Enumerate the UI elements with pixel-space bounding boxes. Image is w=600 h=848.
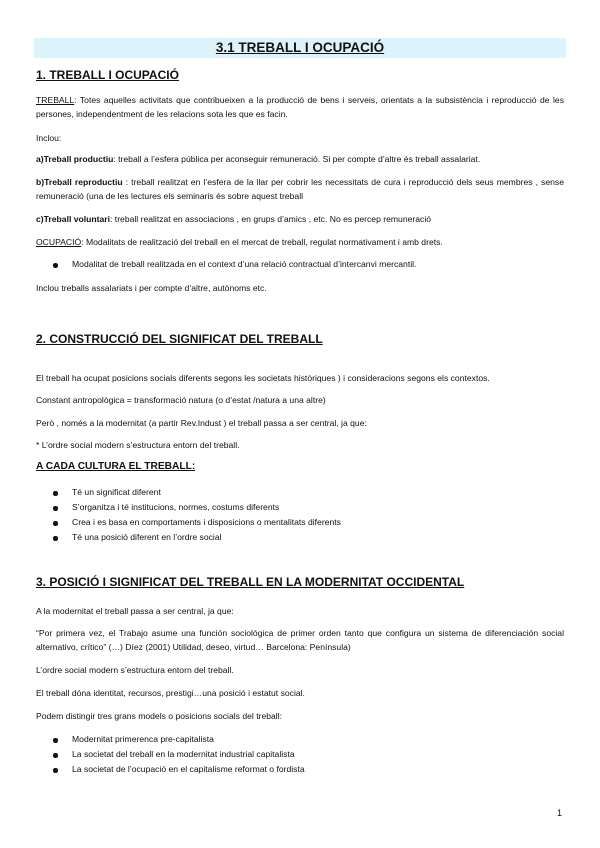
section-2-p1: El treball ha ocupat posicions socials diferents segons les societats històriques ) i consideracions segons els contextos. bbox=[36, 373, 490, 383]
section-3-p2: L’ordre social modern s’estructura entorn del treball. bbox=[36, 665, 234, 675]
section-2-bullet: Crea i es basa en comportaments i disposicions o mentalitats diferents bbox=[72, 517, 341, 527]
section-2-bullet: S’organitza i té institucions, normes, costums diferents bbox=[72, 502, 280, 512]
bullet-dot bbox=[53, 506, 58, 511]
section-2-subheading: A CADA CULTURA EL TREBALL: bbox=[36, 461, 196, 472]
item-a bbox=[36, 152, 564, 166]
page-number: 1 bbox=[557, 808, 563, 818]
page-title: 3.1 TREBALL I OCUPACIÓ bbox=[34, 38, 566, 58]
treball-def-text: : Totes aquelles activitats que contribueixen a la producció de bens i serveis, orientats a la subsistència i reproducció de les persones, independentment de les relacions sota les que es facin. bbox=[36, 95, 564, 119]
ocupacio-term: OCUPACIÓ bbox=[36, 237, 82, 247]
item-c bbox=[36, 212, 564, 226]
ocupacio-definition bbox=[36, 235, 564, 249]
bullet-dot bbox=[53, 753, 58, 758]
bullet-dot bbox=[53, 536, 58, 541]
bullet-dot bbox=[53, 521, 58, 526]
treball-term: TREBALL bbox=[36, 95, 75, 105]
item-b-term: b)Treball reproductiu bbox=[36, 177, 123, 187]
item-a-term: a)Treball productiu bbox=[36, 154, 114, 164]
section-2-p4: * L’ordre social modern s’estructura entorn del treball. bbox=[36, 440, 240, 450]
bullet-dot bbox=[53, 768, 58, 773]
bullet-dot bbox=[53, 491, 58, 496]
section-1-bullet: Modalitat de treball realitzada en el context d’una relació contractual d’intercanvi mercantil. bbox=[72, 259, 417, 269]
section-1-closing: Inclou treballs assalariats i per compte d’altre, autònoms etc. bbox=[36, 283, 267, 293]
section-3-bullet: La societat del treball en la modernitat industrial capitalista bbox=[72, 749, 295, 759]
section-3-bullet: Modernitat primerenca pre-capitalista bbox=[72, 734, 214, 744]
section-3-p4: Podem distingir tres grans models o posicions socials del treball: bbox=[36, 711, 282, 721]
bullet-dot bbox=[53, 738, 58, 743]
item-c-term: c)Treball voluntari bbox=[36, 214, 111, 224]
section-1-heading: 1. TREBALL I OCUPACIÓ bbox=[36, 68, 179, 82]
section-2-heading: 2. CONSTRUCCIÓ DEL SIGNIFICAT DEL TREBALL bbox=[36, 332, 323, 346]
section-3-p3: El treball dóna identitat, recursos, prestigi…una posició i estatut social. bbox=[36, 688, 305, 698]
section-2-bullet: Té una posició diferent en l’ordre social bbox=[72, 532, 222, 542]
item-a-text: : treball a l’esfera pública per aconseguir remuneració. Si per compte d’altre és treball assalariat. bbox=[113, 154, 481, 164]
treball-definition bbox=[36, 93, 564, 121]
bullet-dot bbox=[53, 263, 58, 268]
inclou-label: Inclou: bbox=[36, 133, 62, 143]
section-3-p1: A la modernitat el treball passa a ser central, ja que: bbox=[36, 606, 234, 616]
item-b-text: : treball realitzat en l’esfera de la llar per cobrir les necessitats de cura i reproducció dels seus membres , sense remuneració (una de les lectures els seminaris és sobre aquest treball bbox=[36, 177, 564, 201]
section-2-p3: Però , només a la modernitat (a partir Rev.Indust ) el treball passa a ser central, ja que: bbox=[36, 418, 367, 428]
ocupacio-def-text: : Modalitats de realització del treball en el mercat de treball, regulat normativament i amb drets. bbox=[81, 237, 443, 247]
item-b bbox=[36, 175, 564, 203]
section-3-heading: 3. POSICIÓ I SIGNIFICAT DEL TREBALL EN LA MODERNITAT OCCIDENTAL bbox=[36, 575, 465, 589]
section-3-quote: “Por primera vez, el Trabajo asume una función sociológica de primer orden tanto que configura un sistema de diferenciación social alternativo, crítico” (…) Díez (2001) Utilidad, deseo, virtud… Barcelona: Península) bbox=[36, 628, 564, 652]
item-c-text: : treball realitzat en associacions , en grups d’amics , etc. No es percep remuneració bbox=[110, 214, 432, 224]
section-2-bullet: Té un significat diferent bbox=[72, 487, 161, 497]
section-2-p2: Constant antropològica = transformació natura (o d’estat /natura a una altre) bbox=[36, 395, 326, 405]
section-3-bullet: La societat de l’ocupació en el capitalisme reformat o fordista bbox=[72, 764, 305, 774]
